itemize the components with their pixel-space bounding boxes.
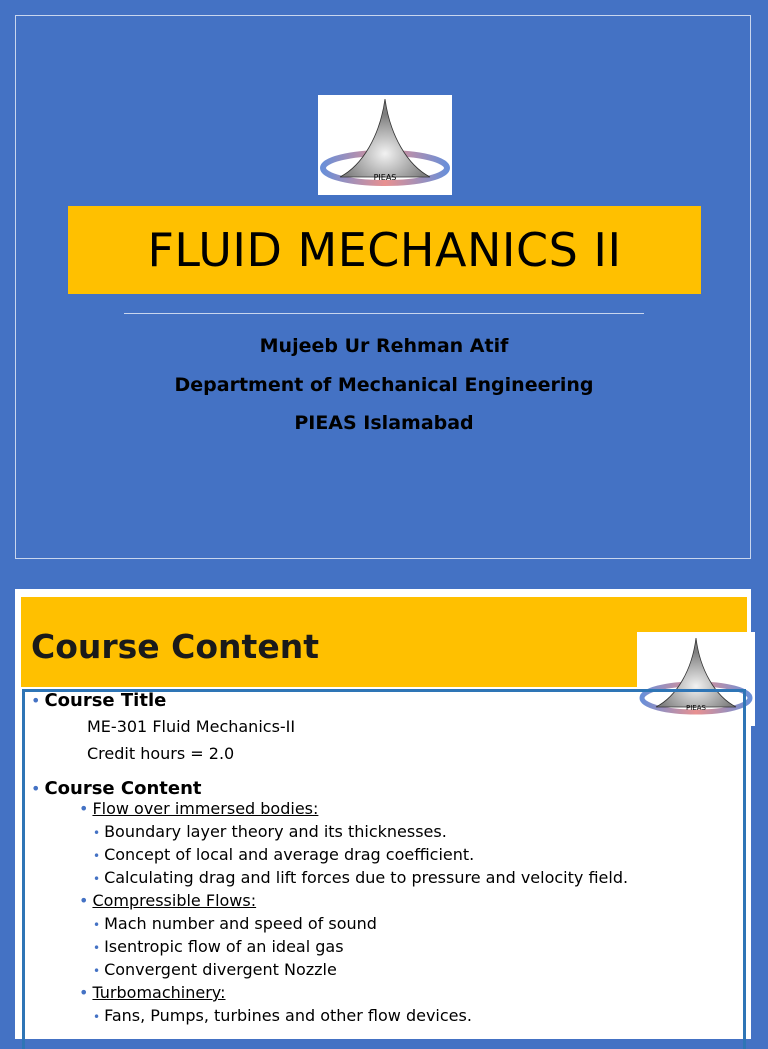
bullet-icon: •	[79, 891, 89, 910]
content-line	[31, 778, 202, 799]
bullet-icon: •	[93, 918, 101, 932]
content-text: Compressible Flows:	[92, 891, 257, 910]
bullet-icon: •	[93, 872, 101, 886]
content-line	[79, 983, 225, 1002]
title-divider	[124, 313, 644, 314]
content-text: Credit hours = 2.0	[87, 744, 235, 763]
content-line	[79, 891, 256, 910]
content-line	[93, 845, 474, 864]
content-line	[79, 799, 318, 818]
bullet-icon: •	[31, 691, 41, 710]
slide-title: FLUID MECHANICS II	[147, 223, 622, 277]
slide-heading: Course Content	[31, 627, 319, 666]
author-institution: PIEAS Islamabad	[294, 412, 474, 434]
bullet-icon: •	[79, 799, 89, 818]
bullet-icon: •	[79, 983, 89, 1002]
content-line	[93, 868, 628, 887]
content-line	[93, 1006, 472, 1025]
author-department: Department of Mechanical Engineering	[174, 373, 594, 396]
bullet-icon: •	[93, 849, 101, 863]
title-slide	[15, 15, 751, 559]
bullet-icon: •	[93, 1010, 101, 1024]
bullet-icon: •	[93, 964, 101, 978]
content-text: Calculating drag and lift forces due to pressure and velocity field.	[104, 868, 629, 887]
content-text: Mach number and speed of sound	[104, 914, 377, 933]
content-text: Concept of local and average drag coefficient.	[104, 845, 475, 864]
content-line	[93, 937, 344, 956]
content-text: Boundary layer theory and its thicknesses.	[104, 822, 447, 841]
content-line	[93, 822, 447, 841]
title-band	[68, 206, 701, 294]
content-text: ME-301 Fluid Mechanics-II	[87, 717, 296, 736]
bullet-icon: •	[93, 941, 101, 955]
content-text: Course Title	[44, 690, 167, 711]
author-name: Mujeeb Ur Rehman Atif	[259, 335, 509, 357]
svg-text:PIEAS: PIEAS	[373, 173, 397, 182]
pieas-logo	[318, 95, 452, 195]
svg-text:PIEAS: PIEAS	[686, 704, 706, 712]
bullet-icon: •	[93, 826, 101, 840]
content-text: Turbomachinery:	[92, 983, 226, 1002]
author-block	[16, 327, 752, 443]
content-text: Convergent divergent Nozzle	[104, 960, 337, 979]
bullet-icon: •	[31, 779, 41, 798]
content-line	[93, 914, 377, 933]
content-text: Course Content	[44, 778, 202, 799]
pieas-logo-graphic	[318, 95, 452, 195]
content-line	[87, 717, 295, 736]
content-line	[31, 690, 166, 711]
content-text: Flow over immersed bodies:	[92, 799, 319, 818]
content-text: Fans, Pumps, turbines and other flow devices.	[104, 1006, 472, 1025]
content-text: Isentropic flow of an ideal gas	[104, 937, 344, 956]
content-line	[87, 744, 234, 763]
course-content-slide	[15, 589, 751, 1039]
content-line	[93, 960, 337, 979]
